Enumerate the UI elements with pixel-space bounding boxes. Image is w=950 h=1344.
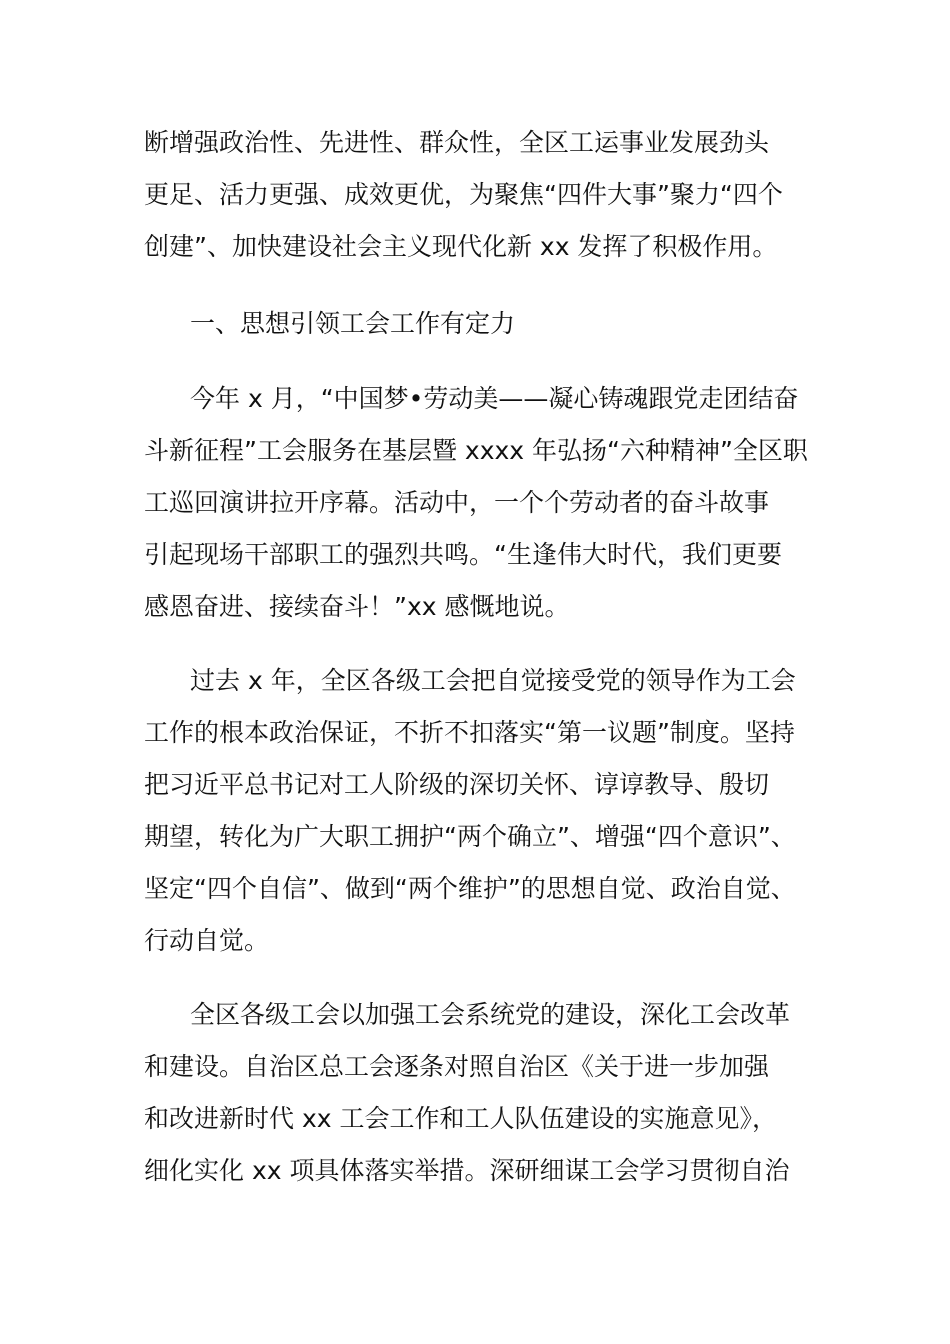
paragraph-line: 和建设。自治区总工会逐条对照自治区《关于进一步加强 [144, 1052, 770, 1081]
paragraph-line: 工巡回演讲拉开序幕。活动中，一个个劳动者的奋斗故事 [144, 488, 770, 517]
paragraph-line: 感恩奋进、接续奋斗！”xx 感慨地说。 [144, 592, 570, 621]
paragraph-line: 坚定“四个自信”、做到“两个维护”的思想自觉、政治自觉、 [144, 874, 796, 903]
paragraph-line: 工作的根本政治保证，不折不扣落实“第一议题”制度。坚持 [144, 718, 795, 747]
paragraph-line: 斗新征程”工会服务在基层暨 xxxx 年弘扬“六种精神”全区职 [144, 436, 808, 465]
paragraph-line: 全区各级工会以加强工会系统党的建设，深化工会改革 [190, 1000, 791, 1029]
paragraph-line: 和改进新时代 xx 工会工作和工人队伍建设的实施意见》， [144, 1104, 777, 1133]
paragraph-line: 过去 x 年，全区各级工会把自觉接受党的领导作为工会 [190, 666, 796, 695]
paragraph-line: 断增强政治性、先进性、群众性，全区工运事业发展劲头 [144, 128, 770, 157]
paragraph-line: 今年 x 月，“中国梦•劳动美——凝心铸魂跟党走团结奋 [190, 384, 799, 413]
paragraph-line: 把习近平总书记对工人阶级的深切关怀、谆谆教导、殷切 [144, 770, 770, 799]
section-heading: 一、思想引领工会工作有定力 [190, 309, 516, 338]
paragraph-line: 行动自觉。 [144, 926, 270, 955]
paragraph-line: 期望，转化为广大职工拥护“两个确立”、增强“四个意识”、 [144, 822, 796, 851]
paragraph-line: 创建”、加快建设社会主义现代化新 xx 发挥了积极作用。 [144, 232, 778, 261]
paragraph-line: 细化实化 xx 项具体落实举措。深研细谋工会学习贯彻自治 [144, 1156, 790, 1185]
paragraph-line: 引起现场干部职工的强烈共鸣。“生逢伟大时代，我们更要 [144, 540, 782, 569]
paragraph-line: 更足、活力更强、成效更优，为聚焦“四件大事”聚力“四个 [144, 180, 783, 209]
